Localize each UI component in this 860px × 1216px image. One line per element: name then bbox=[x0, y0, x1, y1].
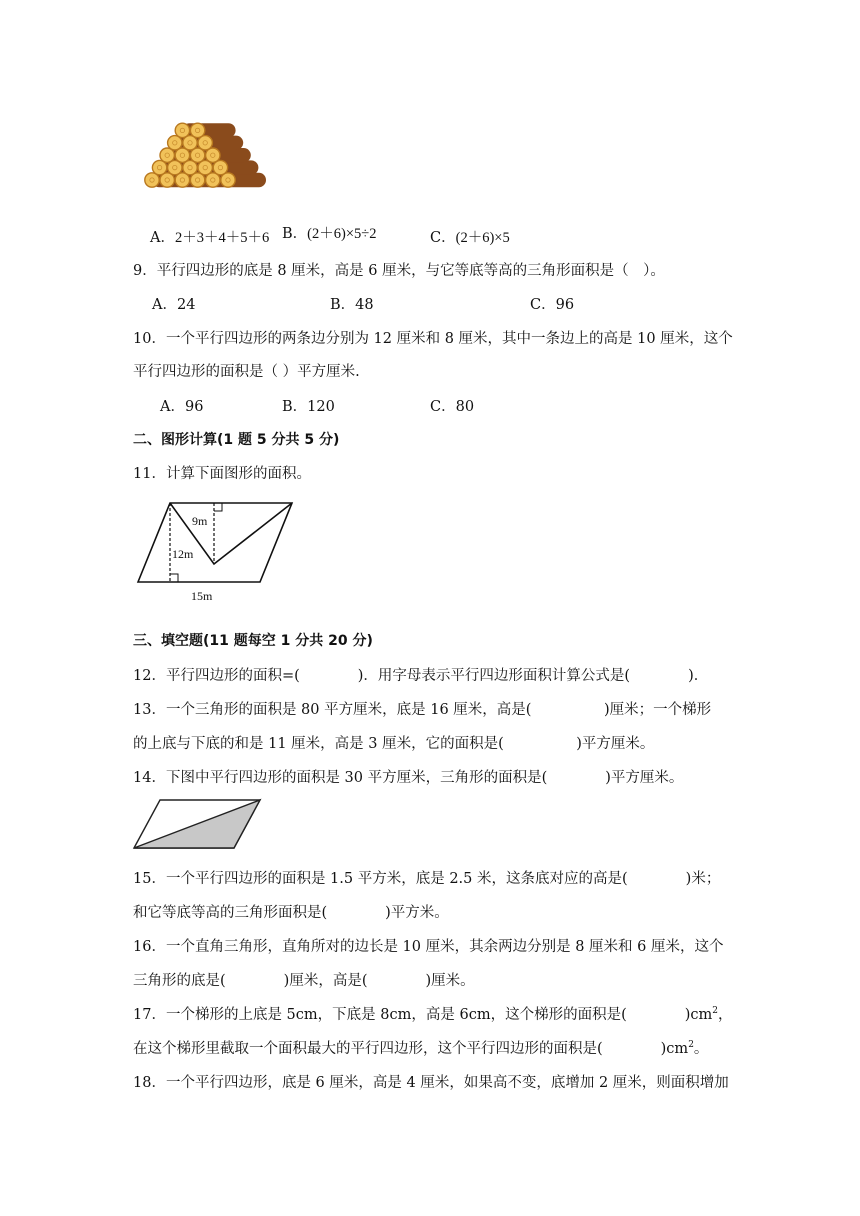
option-text: 2＋3＋4＋5＋6 bbox=[174, 230, 270, 246]
q12-text: 12．平行四边形的面积=( )．用字母表示平行四边形面积计算公式是( )． bbox=[133, 668, 709, 684]
q15-line1: 15．一个平行四边形的面积是 1.5 平方米，底是 2.5 米，这条底对应的高是( )米； bbox=[133, 871, 721, 887]
q13-line1: 13．一个三角形的面积是 80 平方厘米，底是 16 厘米，高是( )厘米；一个梯形 bbox=[133, 702, 712, 718]
option-text: 80 bbox=[455, 399, 475, 415]
option-letter: C． bbox=[430, 399, 456, 415]
q10-option-c bbox=[430, 395, 474, 416]
q15-line2: 和它等底等高的三角形面积是( )平方米。 bbox=[133, 905, 449, 921]
option-letter: C． bbox=[430, 230, 456, 246]
q10-option-a bbox=[160, 395, 203, 416]
section-2-title: 二、图形计算(1 题 5 分共 5 分) bbox=[133, 432, 340, 448]
option-text: 120 bbox=[307, 399, 335, 415]
q16-line1: 16．一个直角三角形，直角所对的边长是 10 厘米，其余两边分别是 8 厘米和 6 厘米，这个 bbox=[133, 939, 724, 955]
label-9m: 9m bbox=[192, 514, 208, 528]
q17-line2 bbox=[133, 1037, 708, 1058]
right-angle-mark bbox=[170, 574, 178, 582]
q11-text: 11．计算下面图形的面积。 bbox=[133, 466, 311, 482]
q10-line2: 平行四边形的面积是（ ）平方厘米. bbox=[133, 364, 360, 380]
parallelogram-shape bbox=[138, 503, 292, 582]
q14-text: 14．下图中平行四边形的面积是 30 平方厘米，三角形的面积是( )平方厘米。 bbox=[133, 770, 684, 786]
log-end bbox=[190, 123, 204, 137]
option-letter: C． bbox=[530, 297, 556, 313]
squared-sup: 2 bbox=[688, 1040, 694, 1051]
option-text: (2＋6)×5÷2 bbox=[307, 226, 377, 242]
q14-figure bbox=[130, 796, 266, 852]
q17-line1-end: ， bbox=[717, 1007, 733, 1023]
q9-option-b bbox=[330, 293, 374, 314]
label-15m: 15m bbox=[191, 589, 213, 603]
q13-line2: 的上底与下底的和是 11 厘米，高是 3 厘米，它的面积是( )平方厘米。 bbox=[133, 736, 655, 752]
option-text: (2＋6)×5 bbox=[455, 230, 510, 246]
right-angle-mark bbox=[214, 503, 222, 511]
option-text: 24 bbox=[176, 297, 196, 313]
option-text: 96 bbox=[555, 297, 575, 313]
q16-line2: 三角形的底是( )厘米，高是( )厘米。 bbox=[133, 973, 475, 989]
q11-figure bbox=[134, 496, 300, 608]
q18-text: 18．一个平行四边形，底是 6 厘米，高是 4 厘米，如果高不变，底增加 2 厘米，则面积增加 bbox=[133, 1075, 729, 1091]
option-letter: A． bbox=[150, 230, 175, 246]
option-text: 48 bbox=[355, 297, 374, 313]
q8-option-b bbox=[282, 222, 376, 243]
log-end bbox=[175, 123, 189, 137]
label-12m: 12m bbox=[172, 547, 194, 561]
section-3-title: 三、填空题(11 题每空 1 分共 20 分) bbox=[133, 633, 373, 649]
q9-option-a bbox=[152, 293, 195, 314]
q8-option-a bbox=[150, 226, 269, 247]
squared-sup: 2 bbox=[712, 1006, 718, 1017]
option-letter: A． bbox=[160, 399, 185, 415]
q17-line2-end: 。 bbox=[693, 1041, 709, 1057]
logs-pile-image bbox=[140, 118, 276, 198]
q9-text: 9．平行四边形的底是 8 厘米，高是 6 厘米，与它等底等高的三角形面积是（ ）。 bbox=[133, 263, 665, 279]
q17-line2-text: 在这个梯形里截取一个面积最大的平行四边形，这个平行四边形的面积是( )cm bbox=[133, 1041, 689, 1057]
q9-option-c bbox=[530, 293, 574, 314]
q17-line1 bbox=[133, 1003, 732, 1024]
option-letter: B． bbox=[330, 297, 356, 313]
option-letter: B． bbox=[282, 226, 308, 242]
option-text: 96 bbox=[184, 399, 204, 415]
q10-line1: 10．一个平行四边形的两条边分别为 12 厘米和 8 厘米，其中一条边上的高是 10 厘米，这个 bbox=[133, 331, 733, 347]
q8-option-c bbox=[430, 226, 510, 247]
option-letter: A． bbox=[152, 297, 177, 313]
q10-option-b bbox=[282, 395, 335, 416]
q17-line1-text: 17．一个梯形的上底是 5cm，下底是 8cm，高是 6cm，这个梯形的面积是( )cm bbox=[133, 1007, 713, 1023]
option-letter: B． bbox=[282, 399, 308, 415]
